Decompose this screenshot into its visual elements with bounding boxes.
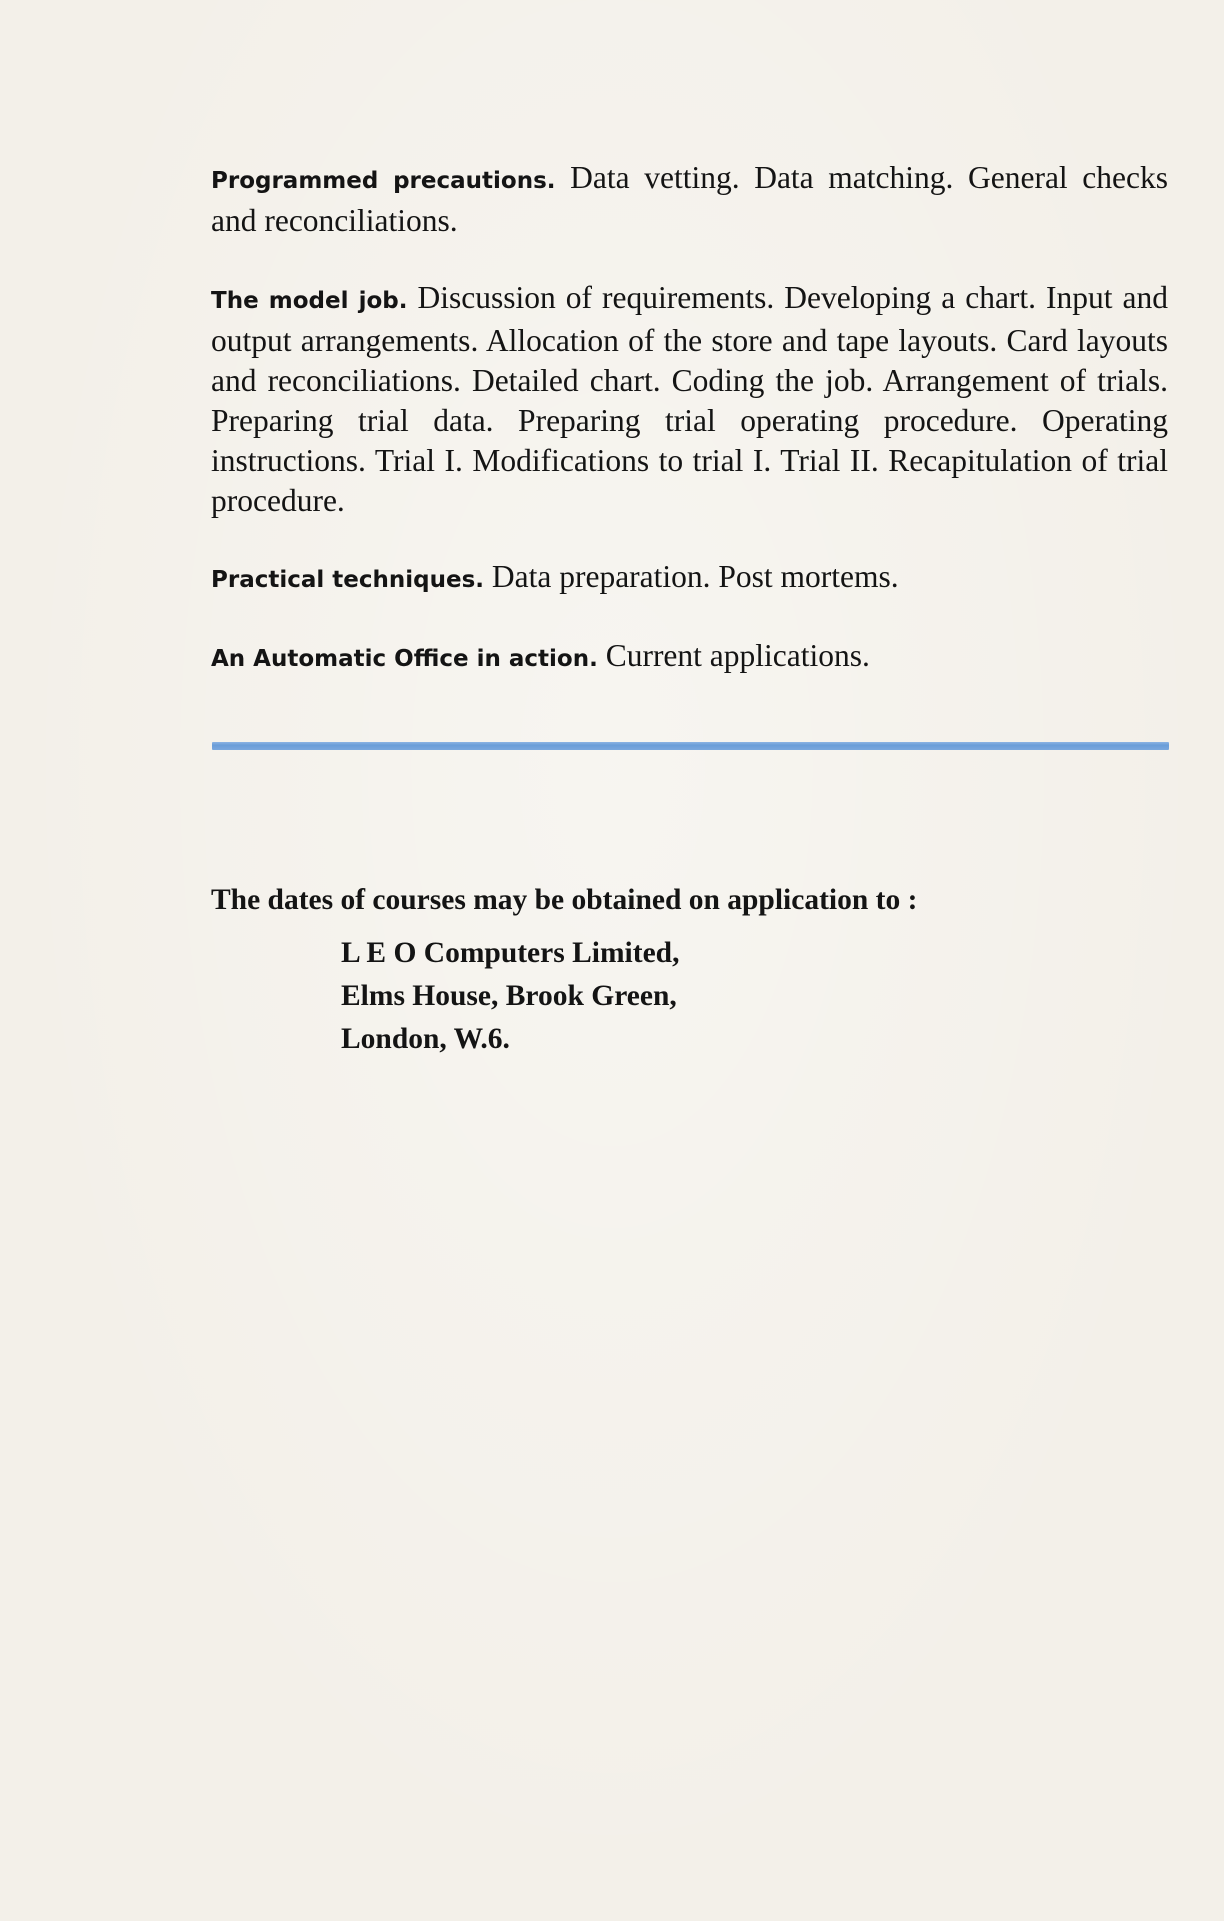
address-line-city: London, W.6. bbox=[341, 1023, 510, 1055]
section-programmed-precautions bbox=[211, 158, 1168, 241]
section-heading: Programmed precautions. bbox=[211, 168, 556, 194]
blue-divider-rule bbox=[212, 742, 1169, 750]
section-heading: The model job. bbox=[211, 288, 408, 314]
section-heading: An Automatic Office in action. bbox=[211, 646, 598, 672]
section-practical-techniques bbox=[211, 557, 1168, 600]
section-heading: Practical techniques. bbox=[211, 567, 485, 593]
section-text: Discussion of requirements. Developing a chart. Input and output arrangements. Allocation of the store and tape layouts. Card layouts and reconciliations. Detailed chart. Coding the job. Arrangement of trials. Preparing trial data. Preparing trial operating procedure. Operating instructions. Trial I. Modifications to trial I. Trial II. Recapitulation of trial procedure. bbox=[211, 280, 1169, 518]
section-text: Data vetting. Data matching. General checks and reconciliations. bbox=[211, 160, 1169, 238]
section-model-job bbox=[211, 278, 1168, 521]
section-automatic-office bbox=[211, 636, 1168, 679]
section-text: Current applications. bbox=[605, 638, 870, 673]
section-text: Data preparation. Post mortems. bbox=[491, 559, 899, 594]
address-line-street: Elms House, Brook Green, bbox=[341, 980, 677, 1012]
address-line-company: L E O Computers Limited, bbox=[341, 937, 680, 969]
contact-heading: The dates of courses may be obtained on application to : bbox=[211, 884, 918, 916]
contact-address bbox=[341, 932, 679, 1061]
